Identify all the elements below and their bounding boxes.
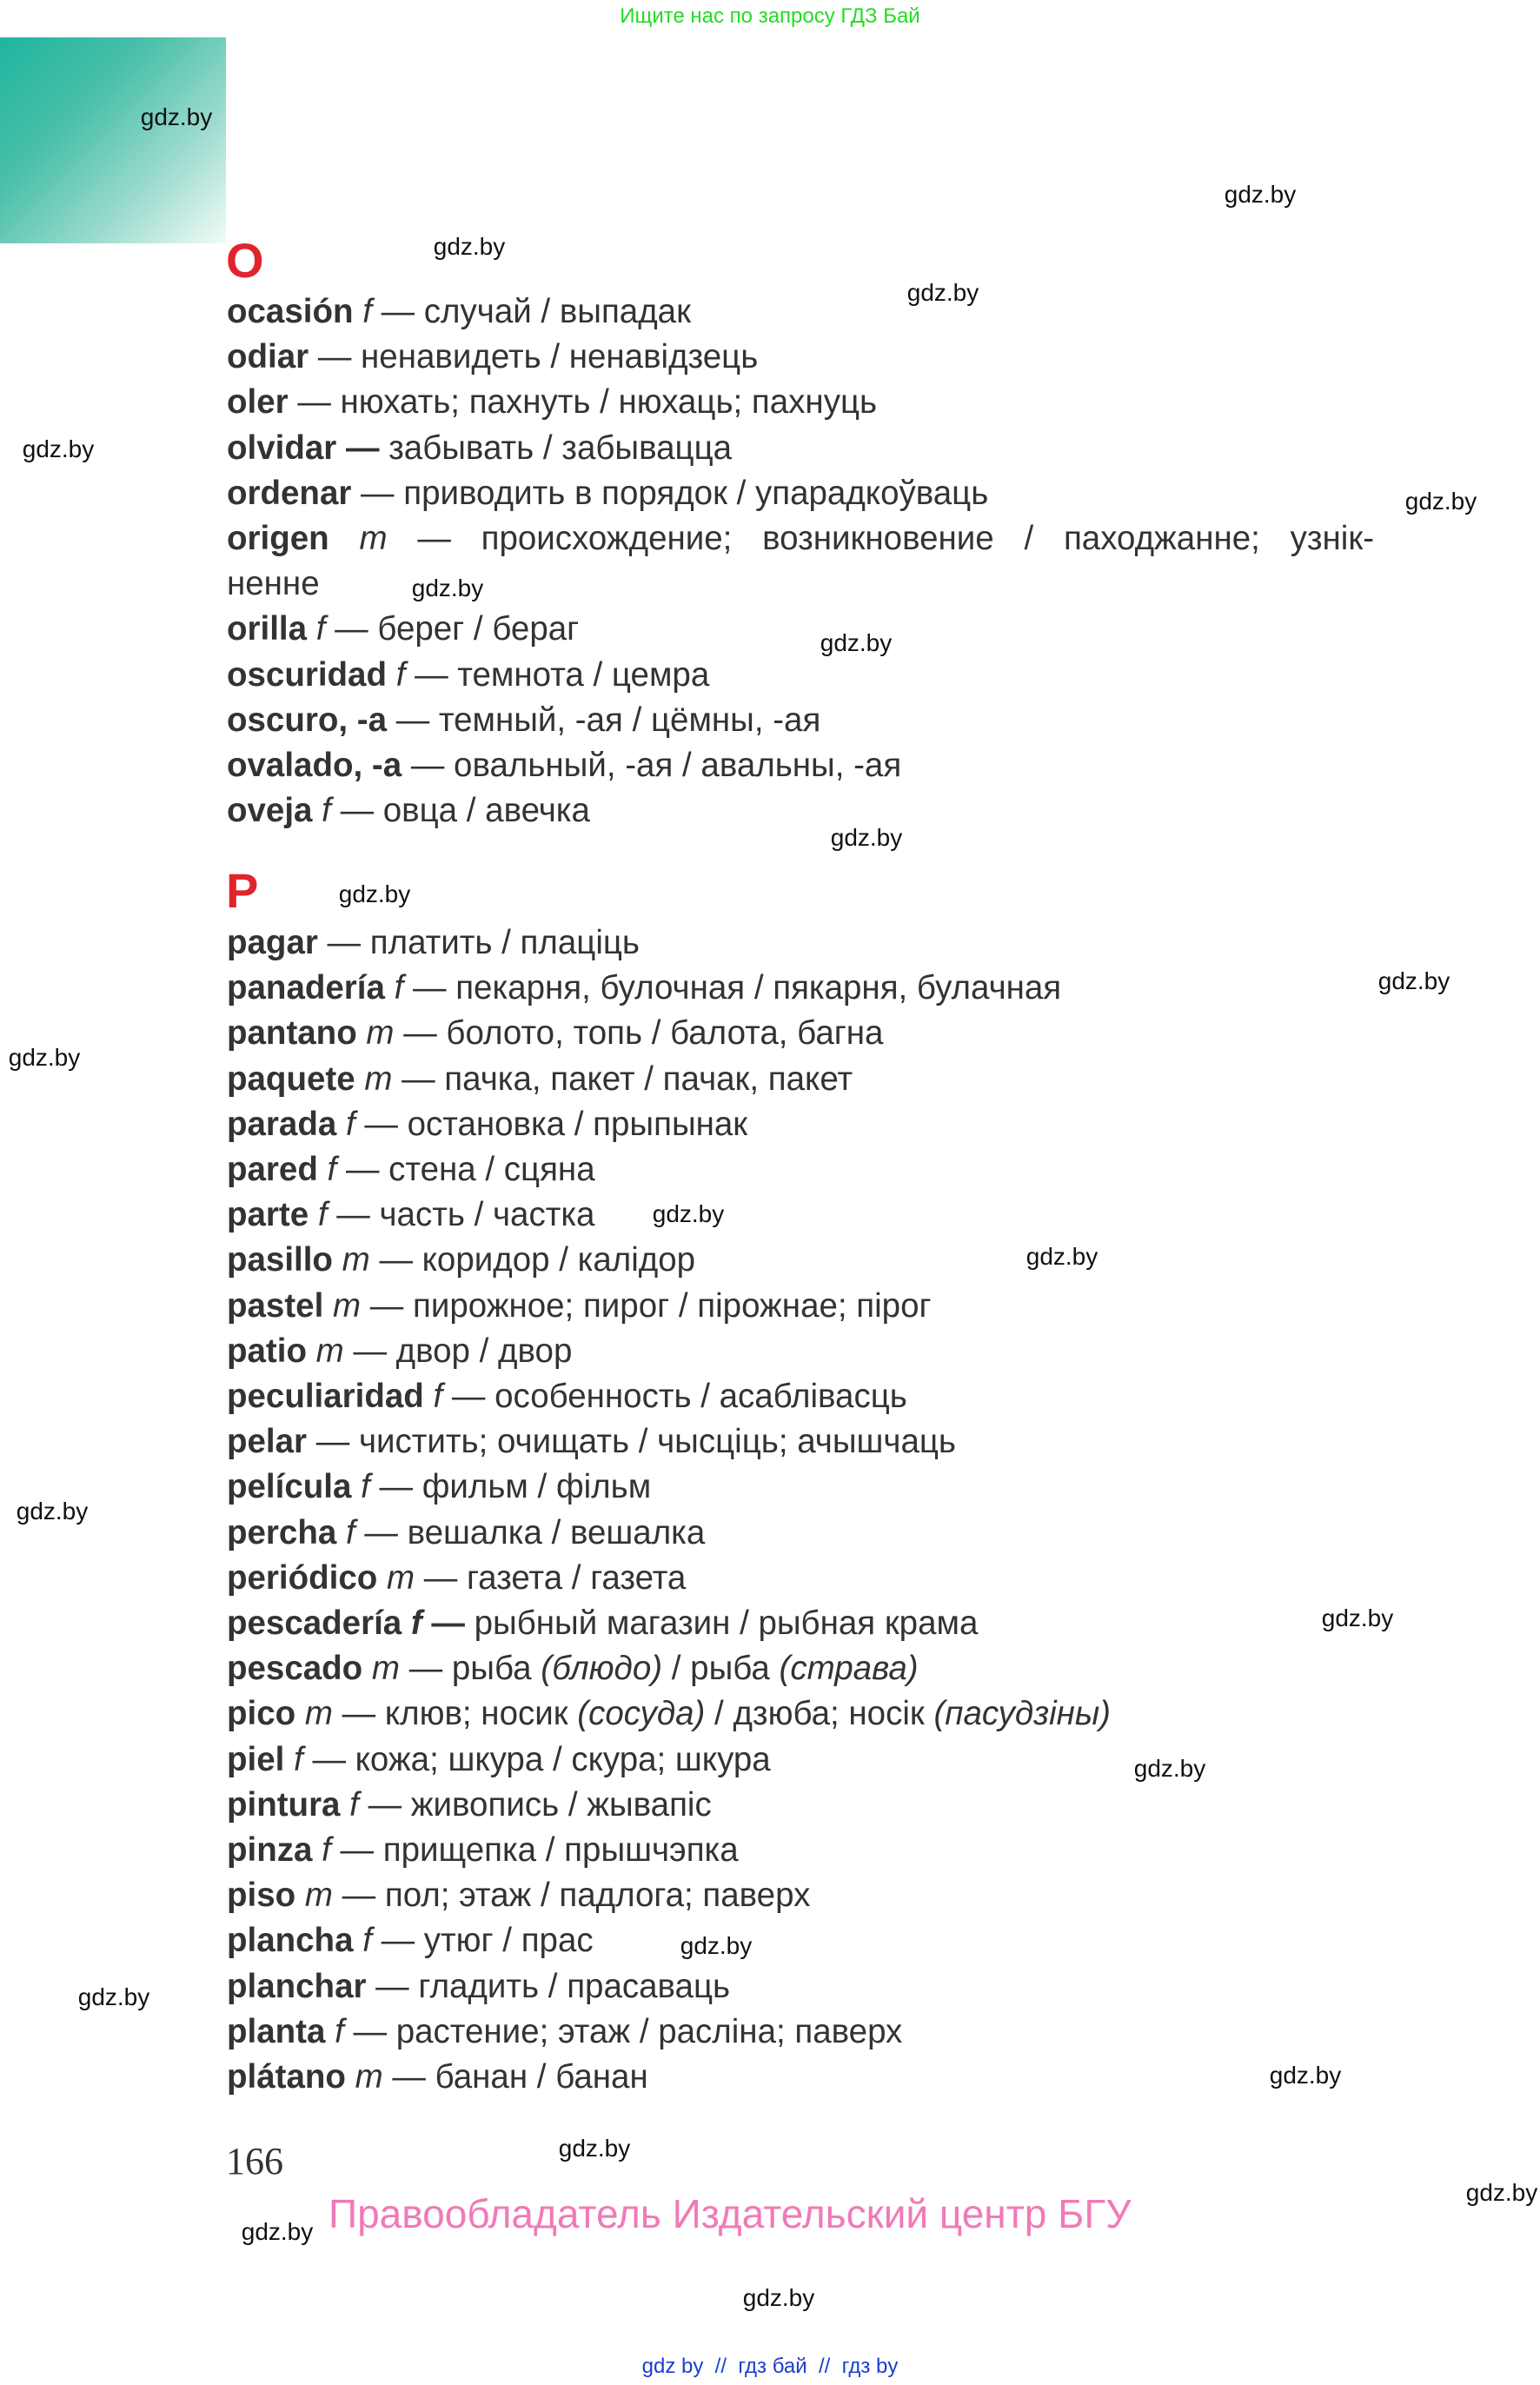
headword: pintura: [227, 1785, 341, 1824]
headword: planta: [227, 2012, 326, 2050]
dash: —: [340, 792, 375, 830]
gender-marker: f: [362, 293, 372, 330]
gender-marker: m: [386, 1558, 415, 1597]
gender-marker: f: [335, 2012, 344, 2050]
gender-marker: f: [322, 1831, 331, 1869]
dash: —: [364, 1105, 398, 1143]
dictionary-entry: [227, 2010, 902, 2055]
watermark: gdz.by: [140, 103, 213, 130]
headword: piso: [227, 1877, 296, 1915]
translation: чистить; очищать / чысціць; ачышчаць: [358, 1423, 956, 1461]
translation: овца / авечка: [382, 792, 590, 830]
dictionary-entry: [227, 2055, 648, 2100]
headword: oscuro, -a: [227, 701, 387, 739]
translation: темный, -ая / цёмны, -ая: [438, 701, 821, 739]
dictionary-entry: [227, 1374, 907, 1419]
dash: —: [423, 1558, 458, 1597]
translation: забывать / забывацца: [388, 429, 733, 467]
watermark: gdz.by: [22, 435, 95, 462]
dictionary-entry: [227, 698, 820, 743]
watermark: gdz.by: [338, 880, 411, 907]
gender-marker: m: [364, 1060, 393, 1098]
translation: берег / бераг: [377, 610, 580, 648]
headword: ovalado, -a: [227, 747, 402, 784]
dictionary-entry: [227, 1419, 956, 1465]
gender-marker: f: [345, 1513, 355, 1551]
dash: —: [345, 429, 380, 467]
watermark: gdz.by: [906, 279, 979, 306]
translation: ненне: [227, 565, 320, 603]
translation: пирожное; пирог / пірожнае; пірог: [412, 1286, 932, 1325]
headword: película: [227, 1468, 352, 1506]
watermark: gdz.by: [830, 824, 903, 851]
gender-marker: f: [294, 1740, 303, 1778]
headword: plancha: [227, 1922, 354, 1960]
dash: —: [408, 1650, 443, 1688]
section-letter-p: P: [226, 863, 259, 918]
dictionary-entry: [227, 788, 590, 834]
dictionary-entry: [227, 1011, 883, 1056]
gender-marker: m: [304, 1877, 333, 1915]
headword: pasillo: [227, 1241, 333, 1279]
usage-note: (блюдо): [541, 1650, 663, 1688]
dictionary-entry: [227, 561, 320, 607]
gender-marker: m: [366, 1014, 395, 1053]
dictionary-entry: [227, 380, 877, 425]
translation: рыбный магазин / рыбная крама: [474, 1604, 979, 1642]
watermark: gdz.by: [1026, 1243, 1099, 1270]
translation: часть / частка: [379, 1196, 595, 1234]
translation: коридор / калідор: [422, 1241, 696, 1279]
headword: pico: [227, 1695, 296, 1733]
dash: —: [335, 610, 368, 648]
dictionary-entry: [227, 920, 640, 966]
headword: periódico: [227, 1558, 378, 1597]
translation: овальный, -ая / авальны, -ая: [454, 747, 902, 784]
watermark: gdz.by: [241, 2218, 314, 2245]
dictionary-entry: [227, 743, 901, 788]
dictionary-entry: [227, 426, 732, 471]
headword: oscuridad: [227, 655, 387, 694]
watermark: gdz.by: [1269, 2062, 1342, 2089]
headword: paquete: [227, 1060, 355, 1098]
headword: planchar: [227, 1967, 367, 2005]
gender-marker: f: [395, 655, 406, 694]
dash: —: [417, 520, 451, 557]
dash: —: [381, 293, 415, 330]
dictionary-entry: [227, 1284, 932, 1329]
dash: —: [402, 1060, 435, 1098]
gender-marker: m: [355, 2058, 383, 2096]
watermark: gdz.by: [820, 629, 893, 656]
headword: pagar: [227, 924, 318, 961]
dictionary-entry: [227, 966, 1061, 1011]
headword: piel: [227, 1740, 285, 1778]
usage-note: (страва): [779, 1650, 919, 1688]
translation: ненавидеть / ненавідзець: [361, 338, 759, 376]
dictionary-entry: [227, 1783, 712, 1828]
dictionary-entry: [227, 289, 691, 335]
translation: живопись / жывапіс: [410, 1785, 712, 1824]
dash: —: [353, 2012, 387, 2050]
dash: —: [369, 1286, 404, 1325]
gender-marker: m: [332, 1286, 362, 1325]
dash: —: [395, 701, 430, 739]
dash: —: [327, 924, 362, 961]
watermark: gdz.by: [1465, 2179, 1538, 2206]
headword: patio: [227, 1332, 307, 1370]
watermark: gdz.by: [742, 2284, 815, 2311]
translation: двор / двор: [395, 1332, 573, 1370]
headword: pescadería: [227, 1604, 402, 1642]
translation: / рыба: [662, 1650, 780, 1688]
watermark: gdz.by: [77, 1983, 150, 2010]
dash: —: [379, 1241, 413, 1279]
headword: olvidar: [227, 429, 337, 467]
gender-marker: f: [327, 1151, 337, 1188]
translation: пол; этаж / падлога; паверх: [384, 1877, 811, 1915]
dictionary-entry: [227, 1873, 810, 1918]
translation: растение; этаж / расліна; паверх: [395, 2012, 903, 2050]
translation: вешалка / вешалка: [407, 1513, 706, 1551]
dictionary-entry: [227, 1329, 572, 1374]
translation: особенность / асаблівасць: [495, 1378, 907, 1415]
dash: —: [379, 1468, 413, 1506]
watermark: gdz.by: [1404, 488, 1477, 515]
dictionary-entry: [227, 471, 988, 516]
translation: нюхать; пахнуть / нюхаць; пахнуць: [340, 383, 878, 422]
dictionary-entry: [227, 335, 758, 380]
translation: болото, топь / балота, багна: [446, 1014, 884, 1053]
headword: parte: [227, 1196, 309, 1234]
translation: темнота / цемра: [457, 655, 710, 694]
dash: —: [312, 1740, 346, 1778]
translation: случай / выпадак: [423, 293, 691, 330]
dash: —: [403, 1014, 437, 1053]
gender-marker: m: [359, 520, 388, 557]
usage-note: (сосуда): [577, 1695, 706, 1733]
headword: pescado: [227, 1650, 363, 1688]
dictionary-entry: [227, 1057, 853, 1102]
dash: —: [342, 1877, 376, 1915]
headword: ocasión: [227, 293, 354, 330]
translation: утюг / прас: [423, 1922, 594, 1960]
gender-marker: f: [322, 792, 331, 830]
translation: приводить в порядок / упарадкоўваць: [403, 474, 989, 512]
gender-marker: f: [317, 1196, 328, 1234]
dictionary-entry: [227, 1828, 739, 1873]
watermark: gdz.by: [1377, 967, 1450, 994]
dictionary-entry: [227, 1646, 919, 1691]
gender-marker: m: [371, 1650, 400, 1688]
dash: —: [340, 1831, 375, 1869]
dictionary-entry: [227, 1601, 978, 1646]
translation: прищепка / прышчэпка: [382, 1831, 739, 1869]
usage-note: (пасудзіны): [933, 1695, 1111, 1733]
dash: —: [342, 1695, 376, 1733]
dash: —: [336, 1196, 370, 1234]
translation: остановка / прыпынак: [407, 1105, 748, 1143]
translation: пачка, пакет / пачак, пакет: [444, 1060, 853, 1098]
watermark: gdz.by: [1133, 1755, 1206, 1782]
watermark: gdz.by: [558, 2135, 631, 2162]
gender-marker: f: [345, 1105, 355, 1143]
dash: —: [415, 655, 448, 694]
dash: —: [410, 747, 445, 784]
headword: pinza: [227, 1831, 313, 1869]
watermark: gdz.by: [652, 1200, 725, 1227]
footer-links[interactable]: gdz by // гдз бай // гдз by: [641, 2355, 899, 2378]
watermark: gdz.by: [1321, 1604, 1394, 1631]
dash: —: [361, 474, 395, 512]
translation: клюв; носик: [384, 1695, 578, 1733]
headword: panadería: [227, 969, 385, 1007]
translation: банан / банан: [435, 2058, 648, 2096]
gender-marker: f: [362, 1922, 372, 1960]
dictionary-entry: [227, 516, 1374, 561]
headword: percha: [227, 1513, 337, 1551]
dictionary-entry: [227, 653, 709, 698]
translation: пекарня, булочная / пякарня, булачная: [455, 969, 1062, 1007]
gender-marker: f: [410, 1604, 422, 1642]
headword: parada: [227, 1105, 337, 1143]
dictionary-entry: [227, 1691, 1111, 1737]
translation: платить / плаціць: [369, 924, 640, 961]
headword: odiar: [227, 338, 309, 376]
dictionary-entry: [227, 1147, 595, 1192]
headword: pantano: [227, 1014, 357, 1053]
translation: гладить / прасаваць: [418, 1967, 731, 2005]
search-banner: Ищите нас по запросу ГДЗ Бай: [620, 4, 920, 28]
headword: pastel: [227, 1286, 324, 1325]
watermark: gdz.by: [8, 1044, 81, 1071]
headword: oveja: [227, 792, 313, 830]
section-letter-o: O: [226, 233, 264, 288]
gender-marker: f: [433, 1378, 443, 1415]
translation: / дзюба; носік: [705, 1695, 934, 1733]
translation: газета / газета: [466, 1558, 687, 1597]
gender-marker: m: [315, 1332, 344, 1370]
dash: —: [353, 1332, 387, 1370]
dash: —: [297, 383, 331, 422]
translation: рыба: [451, 1650, 541, 1688]
headword: oler: [227, 383, 289, 422]
page-number: 166: [226, 2140, 283, 2182]
headword: orilla: [227, 610, 308, 648]
dictionary-entry: [227, 607, 579, 652]
gender-marker: f: [315, 610, 326, 648]
headword: plátano: [227, 2058, 346, 2096]
gender-marker: f: [394, 969, 404, 1007]
corner-decoration: [0, 37, 226, 243]
dictionary-entry: [227, 1556, 686, 1601]
dash: —: [368, 1785, 402, 1824]
headword: origen: [227, 520, 329, 557]
dictionary-entry: [227, 1238, 695, 1283]
headword: ordenar: [227, 474, 352, 512]
dictionary-entry: [227, 1192, 594, 1238]
watermark: gdz.by: [433, 233, 506, 260]
gender-marker: m: [304, 1695, 333, 1733]
dictionary-entry: [227, 1737, 771, 1783]
dash: —: [451, 1378, 486, 1415]
watermark: gdz.by: [1224, 181, 1297, 208]
dash: —: [381, 1922, 415, 1960]
gender-marker: m: [342, 1241, 370, 1279]
gender-marker: f: [361, 1468, 370, 1506]
dictionary-entry: [227, 1964, 730, 2010]
headword: peculiaridad: [227, 1378, 424, 1415]
dictionary-entry: [227, 1511, 705, 1556]
dash: —: [413, 969, 447, 1007]
dash: —: [392, 2058, 426, 2096]
dash: —: [431, 1604, 465, 1642]
dictionary-entry: [227, 1465, 651, 1510]
dash: —: [375, 1967, 409, 2005]
dash: —: [317, 338, 352, 376]
dictionary-entry: [227, 1102, 747, 1147]
dictionary-entry: [227, 1918, 594, 1963]
dash: —: [345, 1151, 380, 1188]
dash: —: [364, 1513, 398, 1551]
watermark: gdz.by: [411, 575, 484, 601]
translation: фильм / фільм: [422, 1468, 652, 1506]
dash: —: [315, 1423, 350, 1461]
copyright-notice: Правообладатель Издательский центр БГУ: [329, 2191, 1132, 2236]
translation: стена / сцяна: [388, 1151, 595, 1188]
headword: pared: [227, 1151, 318, 1188]
gender-marker: f: [349, 1785, 359, 1824]
headword: pelar: [227, 1423, 308, 1461]
watermark: gdz.by: [16, 1498, 89, 1525]
watermark: gdz.by: [680, 1932, 753, 1959]
translation: кожа; шкура / скура; шкура: [355, 1740, 771, 1778]
translation: происхождение; возникновение / паходжанне; узнік-: [481, 520, 1375, 557]
